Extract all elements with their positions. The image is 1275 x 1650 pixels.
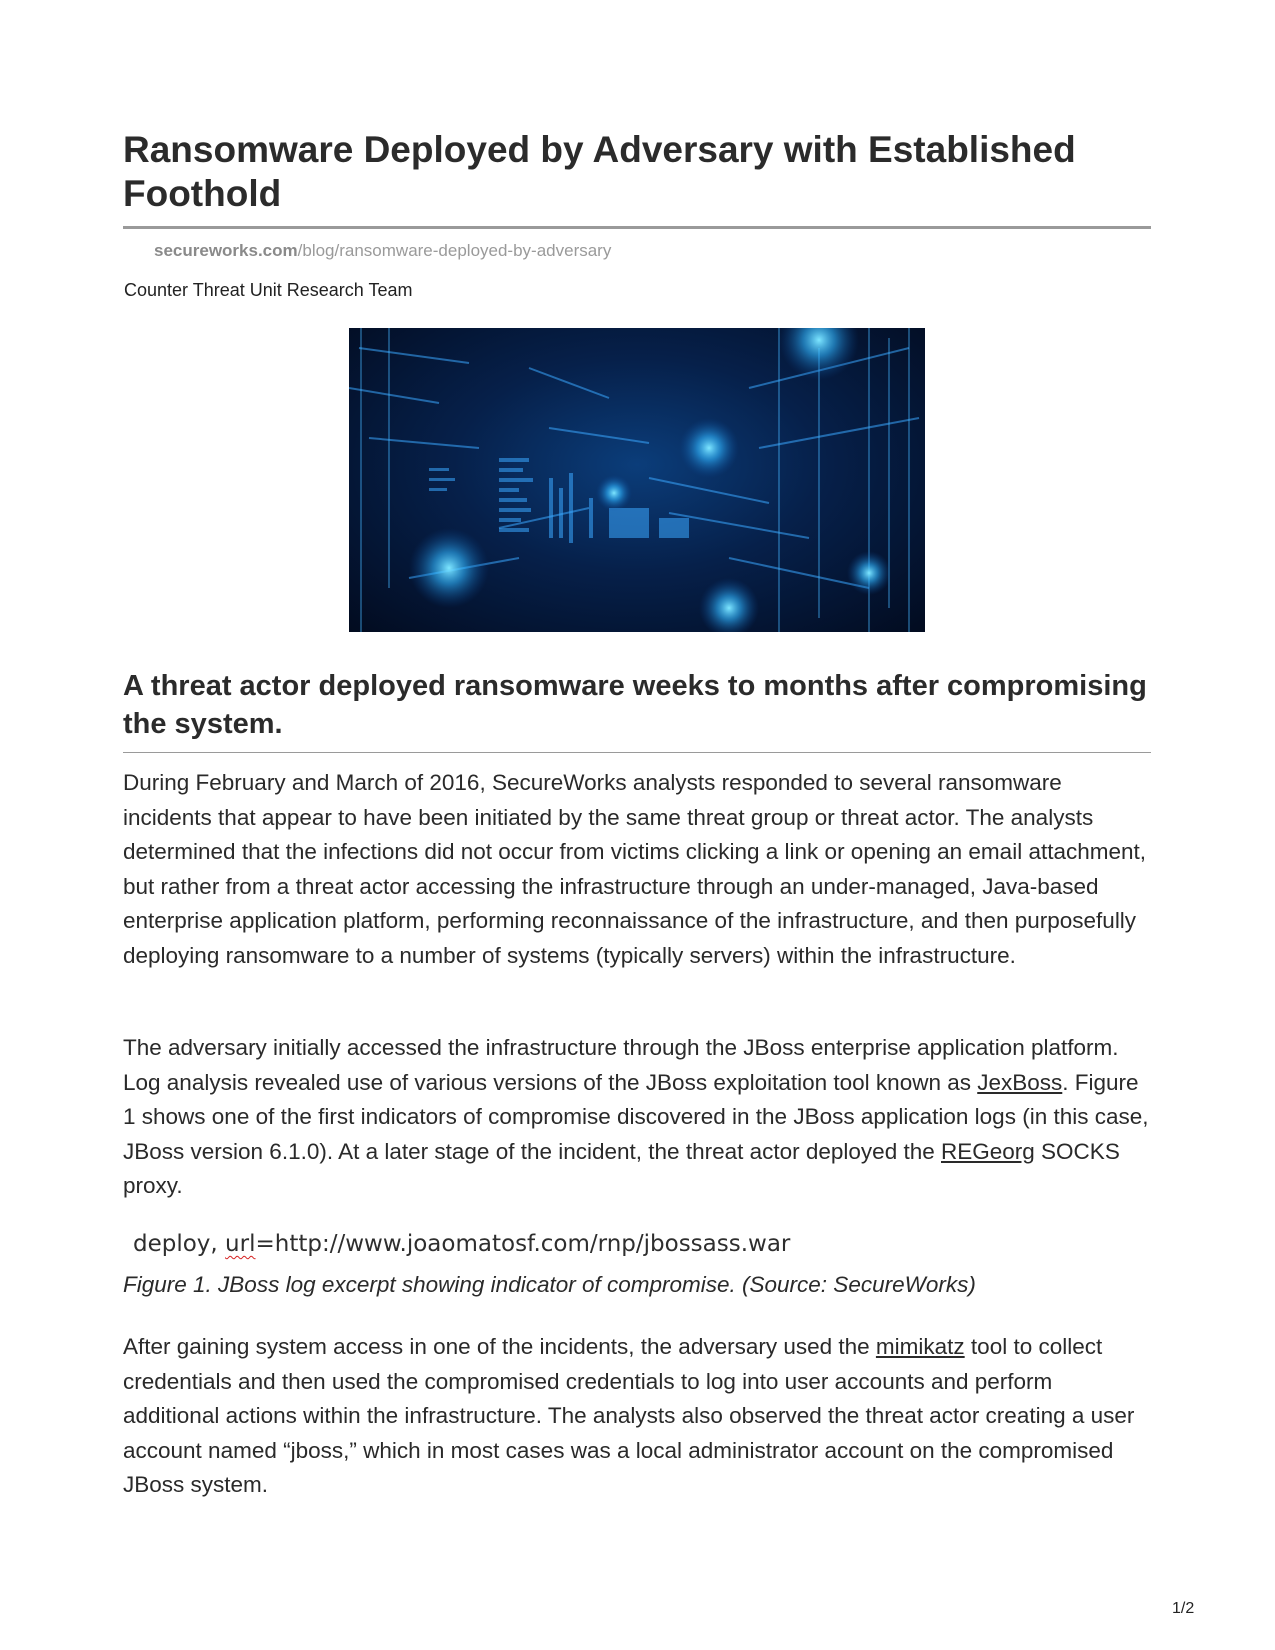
page-number: 1/2: [1172, 1600, 1195, 1617]
log-excerpt: [133, 1231, 790, 1257]
article-subtitle: A threat actor deployed ransomware weeks to months after compromising the system.: [123, 670, 1147, 740]
log-excerpt-c: =http://www.joaomatosf.com/rnp/jbossass.war: [255, 1231, 791, 1257]
author-byline: Counter Threat Unit Research Team: [124, 280, 413, 300]
log-excerpt-url-keyword: url: [225, 1231, 256, 1257]
paragraph-2-text-c: SOCKS proxy.: [123, 1138, 1120, 1198]
mimikatz-link[interactable]: mimikatz: [875, 1334, 965, 1359]
source-path[interactable]: /blog/ransomware-deployed-by-adversary: [297, 241, 612, 260]
paragraph-3-text-b: tool to collect credentials and then used the compromised credentials to log into user accounts and perform additional actions within the infrastructure. The analysts also observed the threat actor creating a user account named “jboss,” which in most cases was a local administrator account on the compromised JBoss system.: [123, 1334, 1135, 1497]
hero-image: [349, 328, 925, 632]
figure-caption: Figure 1. JBoss log excerpt showing indicator of compromise. (Source: SecureWorks): [123, 1272, 976, 1297]
paragraph-1: During February and March of 2016, SecureWorks analysts responded to several ransomware incidents that appear to have been initiated by the same threat group or threat actor. The analysts determined that the infections did not occur from victims clicking a link or opening an email attachment, but rather from a threat actor accessing the infrastructure through an under-managed, Java-based enterprise application platform, performing reconnaissance of the infrastructure, and then purposefully deploying ransomware to a number of systems (typically servers) within the infrastructure.: [123, 770, 1147, 968]
source-domain[interactable]: secureworks.com: [154, 241, 298, 260]
paragraph-3-text-a: After gaining system access in one of the incidents, the adversary used the: [123, 1334, 876, 1359]
subtitle-divider: [123, 752, 1151, 753]
jexboss-link[interactable]: JexBoss: [977, 1069, 1063, 1095]
paragraph-2-text-a: The adversary initially accessed the infrastructure through the JBoss enterprise application platform. Log analysis revealed use of various versions of the JBoss exploitation tool known as: [123, 1035, 1119, 1095]
paragraph-3: [123, 1330, 1151, 1503]
digital-grid-illustration: [349, 328, 925, 632]
source-url[interactable]: [154, 241, 611, 261]
regeorg-link[interactable]: REGeorg: [941, 1138, 1035, 1164]
log-excerpt-a: deploy,: [133, 1231, 226, 1257]
title-divider: [123, 226, 1151, 229]
paragraph-2: [123, 1031, 1151, 1204]
article-title: Ransomware Deployed by Adversary with Established Foothold: [123, 129, 1076, 214]
paragraph-2-text-b: . Figure 1 shows one of the first indicators of compromise discovered in the JBoss application logs (in this case, JBoss version 6.1.0). At a later stage of the incident, the threat actor deployed the: [123, 1069, 1149, 1164]
